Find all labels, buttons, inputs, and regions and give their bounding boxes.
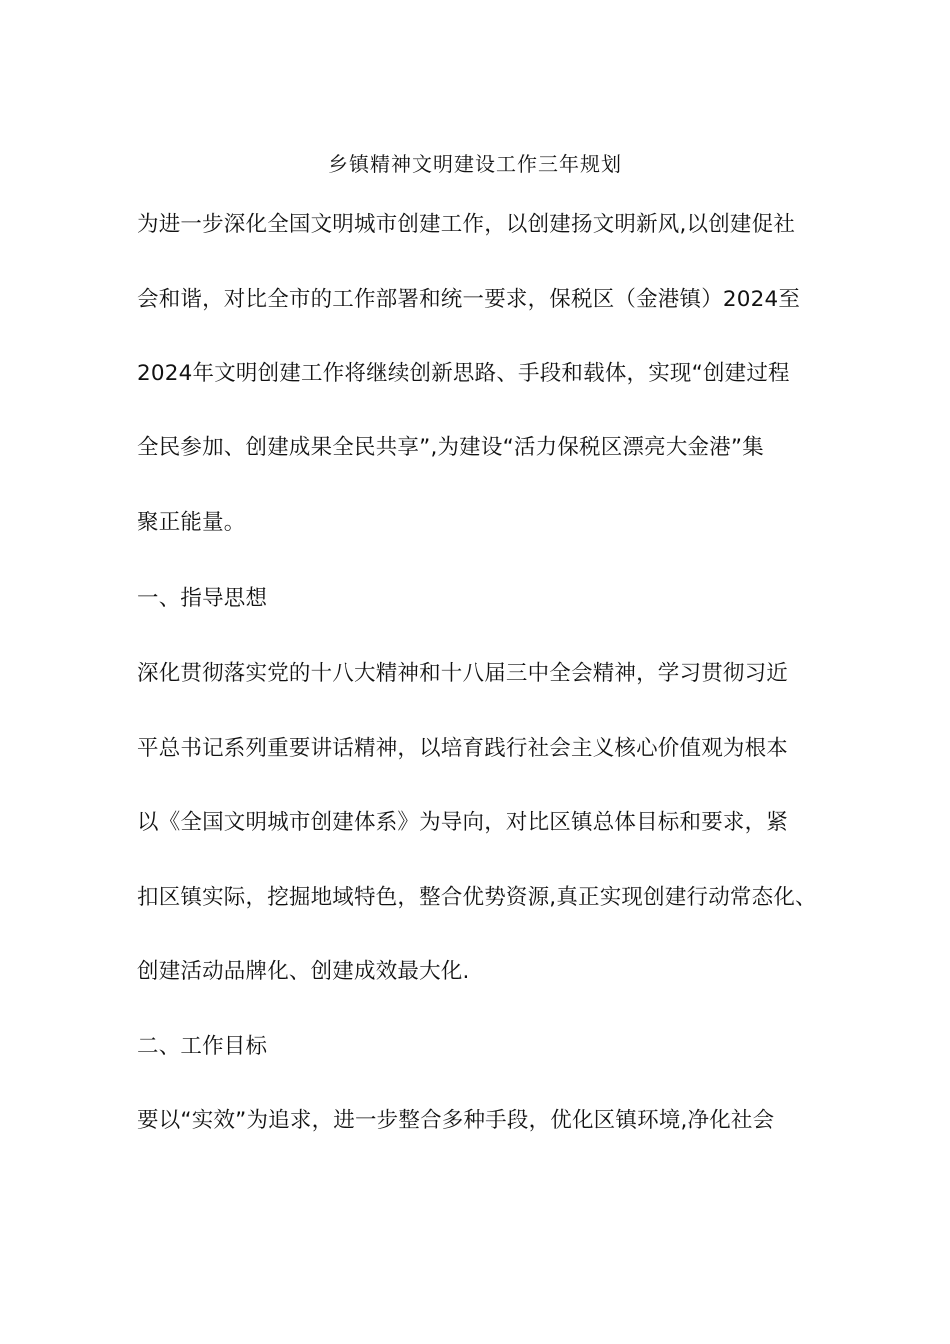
document-title: 乡镇精神文明建设工作三年规划 — [328, 152, 622, 176]
paragraph-line: 要以“实效”为追求，进一步整合多种手段，优化区镇环境,净化社会 — [137, 1108, 775, 1133]
paragraph-line: 聚正能量。 — [137, 510, 246, 535]
section-heading: 一、指导思想 — [137, 586, 268, 611]
paragraph-line: 创建活动品牌化、创建成效最大化. — [137, 959, 470, 984]
section-heading: 二、工作目标 — [137, 1034, 268, 1059]
paragraph-line: 平总书记系列重要讲话精神，以培育践行社会主义核心价值观为根本 — [137, 736, 789, 761]
paragraph-line: 以《全国文明城市创建体系》为导向，对比区镇总体目标和要求，紧 — [137, 810, 789, 835]
paragraph-line: 深化贯彻落实党的十八大精神和十八届三中全会精神，学习贯彻习近 — [137, 661, 789, 686]
paragraph-line: 扣区镇实际，挖掘地域特色，整合优势资源,真正实现创建行动常态化、 — [137, 885, 817, 910]
paragraph-line: 为进一步深化全国文明城市创建工作，以创建扬文明新风,以创建促社 — [137, 212, 796, 237]
paragraph-line: 全民参加、创建成果全民共享”,为建设“活力保税区漂亮大金港”集 — [137, 435, 764, 460]
paragraph-line: 会和谐，对比全市的工作部署和统一要求，保税区（金港镇）2024至 — [137, 287, 801, 312]
paragraph-line: 2024年文明创建工作将继续创新思路、手段和载体，实现“创建过程 — [137, 361, 790, 386]
